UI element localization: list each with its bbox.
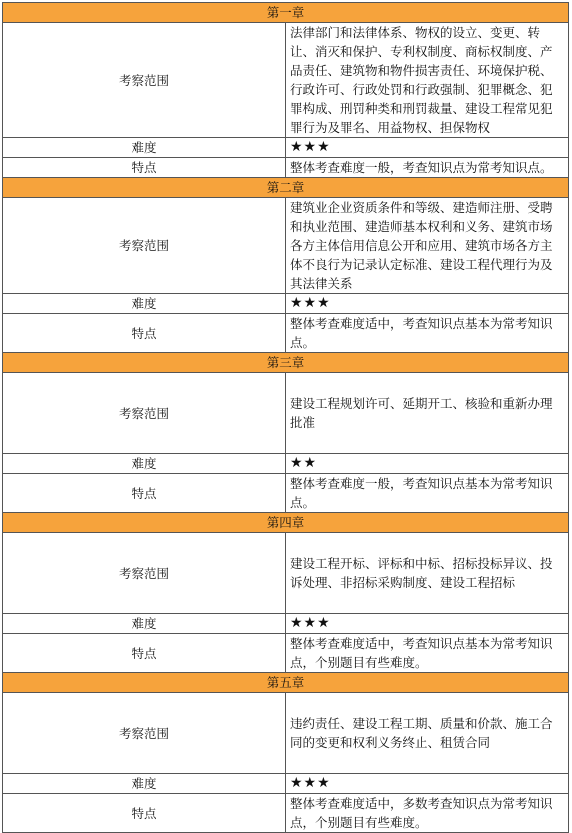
scope-label: 考察范围 [3, 533, 286, 614]
scope-label: 考察范围 [3, 198, 286, 294]
feature-text: 整体考查难度适中，考查知识点基本为常考知识点，个别题目有些难度。 [286, 634, 569, 673]
feature-row [3, 634, 569, 673]
difficulty-stars: ★★ [286, 454, 569, 474]
scope-row [3, 198, 569, 294]
scope-row [3, 373, 569, 454]
chapter-title: 第四章 [3, 513, 569, 533]
chapter-title: 第一章 [3, 3, 569, 23]
difficulty-row [3, 138, 569, 158]
feature-label: 特点 [3, 314, 286, 353]
scope-text: 法律部门和法律体系、物权的设立、变更、转让、消灭和保护、专利权制度、商标权制度、产品责任、建筑物和物件损害责任、环境保护税、行政许可、行政处罚和行政强制、犯罪概念、犯罪构成、刑罚种类和刑罚裁量、建设工程常见犯罪行为及罪名、用益物权、担保物权 [286, 23, 569, 138]
chapter-title: 第五章 [3, 673, 569, 693]
difficulty-label: 难度 [3, 294, 286, 314]
feature-text: 整体考查难度适中，考查知识点基本为常考知识点。 [286, 314, 569, 353]
chapter-header-row [3, 3, 569, 23]
feature-label: 特点 [3, 158, 286, 178]
difficulty-label: 难度 [3, 774, 286, 794]
scope-text: 建筑业企业资质条件和等级、建造师注册、受聘和执业范围、建造师基本权利和义务、建筑市场各方主体信用信息公开和应用、建筑市场各方主体不良行为记录认定标准、建设工程代理行为及其法律关系 [286, 198, 569, 294]
feature-text: 整体考查难度一般，考查知识点为常考知识点。 [286, 158, 569, 178]
scope-text: 违约责任、建设工程工期、质量和价款、施工合同的变更和权利义务终止、租赁合同 [286, 693, 569, 774]
feature-text: 整体考查难度适中，多数考查知识点为常考知识点，个别题目有些难度。 [286, 794, 569, 833]
scope-label: 考察范围 [3, 373, 286, 454]
difficulty-row [3, 614, 569, 634]
chapter-header-row [3, 178, 569, 198]
difficulty-row [3, 294, 569, 314]
feature-text: 整体考查难度一般，考查知识点基本为常考知识点。 [286, 474, 569, 513]
feature-label: 特点 [3, 794, 286, 833]
difficulty-label: 难度 [3, 614, 286, 634]
difficulty-label: 难度 [3, 138, 286, 158]
difficulty-row [3, 774, 569, 794]
difficulty-row [3, 454, 569, 474]
feature-row [3, 474, 569, 513]
feature-row [3, 794, 569, 833]
chapter-title: 第二章 [3, 178, 569, 198]
scope-row [3, 23, 569, 138]
feature-row [3, 314, 569, 353]
difficulty-label: 难度 [3, 454, 286, 474]
chapter-header-row [3, 513, 569, 533]
scope-row [3, 693, 569, 774]
feature-label: 特点 [3, 634, 286, 673]
difficulty-stars: ★★★ [286, 294, 569, 314]
scope-text: 建设工程开标、评标和中标、招标投标异议、投诉处理、非招标采购制度、建设工程招标 [286, 533, 569, 614]
scope-row [3, 533, 569, 614]
exam-scope-table [2, 2, 569, 833]
chapter-header-row [3, 353, 569, 373]
scope-label: 考察范围 [3, 693, 286, 774]
chapter-header-row [3, 673, 569, 693]
scope-label: 考察范围 [3, 23, 286, 138]
difficulty-stars: ★★★ [286, 614, 569, 634]
feature-row [3, 158, 569, 178]
difficulty-stars: ★★★ [286, 138, 569, 158]
chapter-title: 第三章 [3, 353, 569, 373]
scope-text: 建设工程规划许可、延期开工、核验和重新办理批准 [286, 373, 569, 454]
difficulty-stars: ★★★ [286, 774, 569, 794]
feature-label: 特点 [3, 474, 286, 513]
